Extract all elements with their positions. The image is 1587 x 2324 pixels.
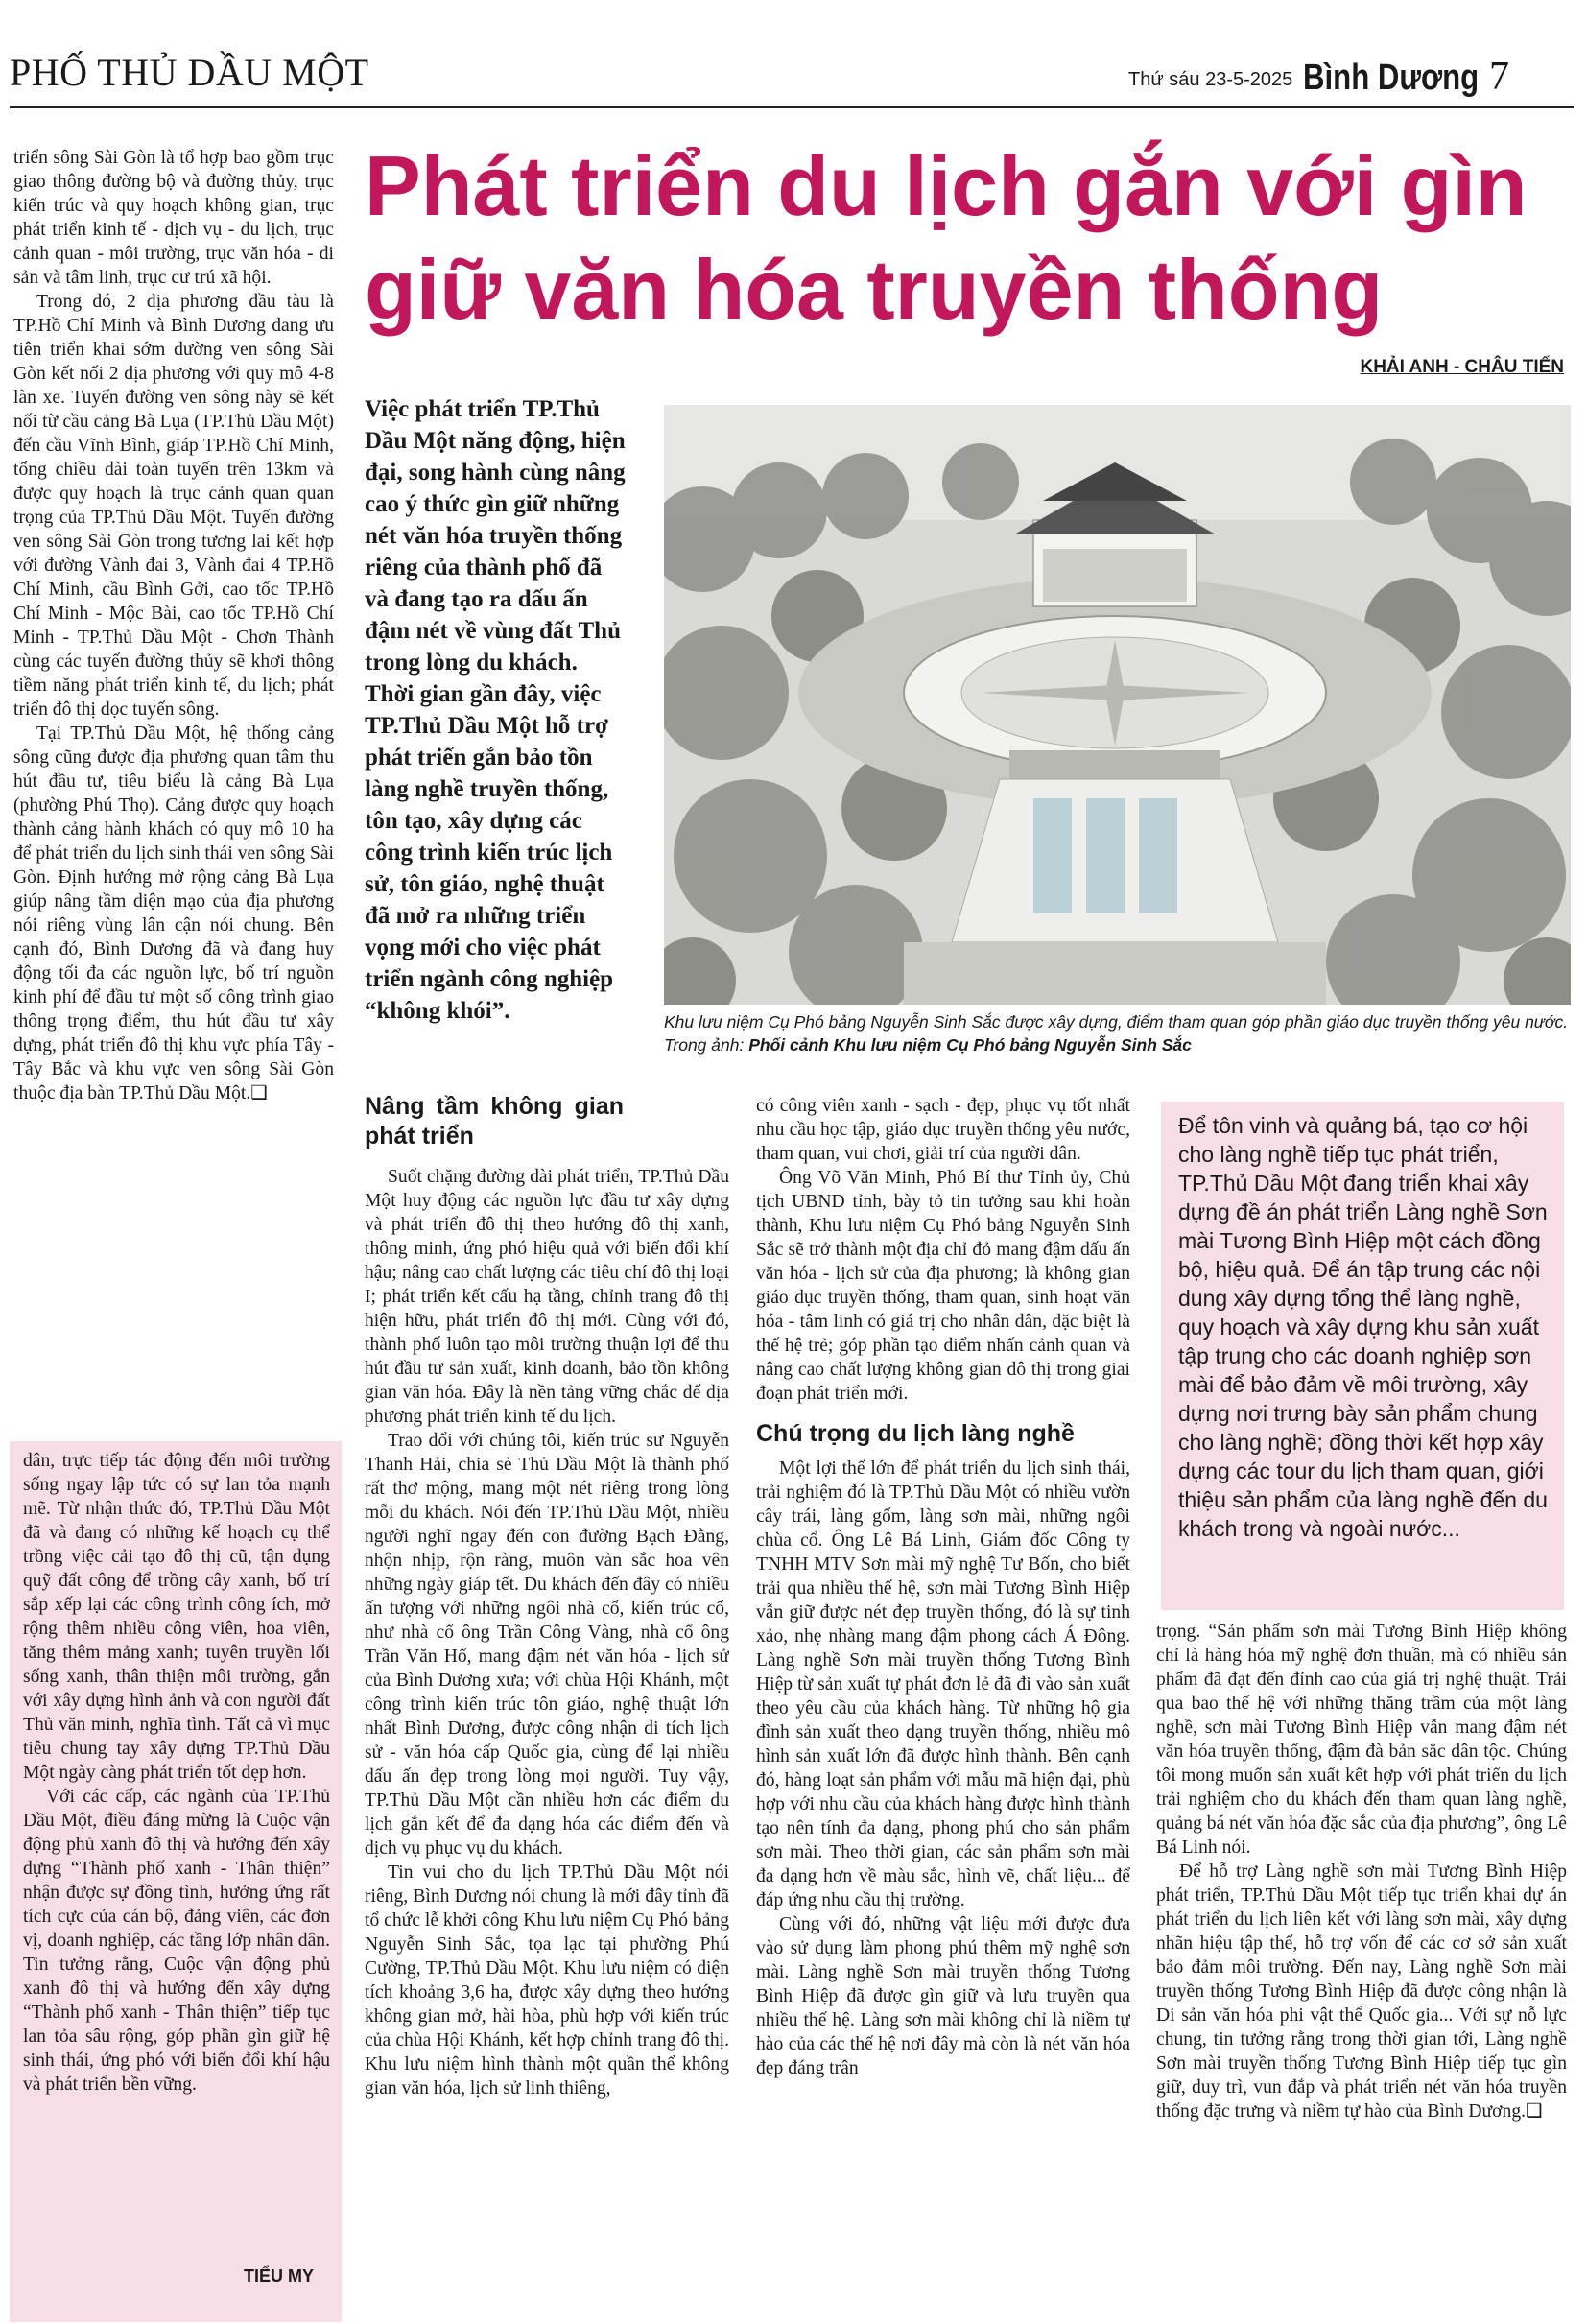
paragraph: Để hỗ trợ Làng nghề sơn mài Tương Bình Hiệp phát triển, TP.Thủ Dầu Một tiếp tục triển khai dự án phát triển du lịch liên kết với làng sơn mài, xây dựng nhãn hiệu tập thể, hỗ trợ vốn để các cơ sở sản xuất bảo đảm môi trường. Đến nay, Làng nghề Sơn mài truyền thống Tương Bình Hiệp đã được công nhận là Di sản văn hóa phi vật thể Quốc gia... Với sự nỗ lực chung, tin tưởng rằng trong thời gian tới, Làng nghề Sơn mài truyền thống Tương Bình Hiệp tiếp tục gìn giữ, duy trì, vun đắp và phát triển nét văn hóa truyền thống đặc trưng và niềm tự hào của Bình Dương.❑	[1156, 1862, 1567, 2122]
body-column-1	[365, 1092, 729, 2301]
photo-caption	[664, 1010, 1571, 1056]
paragraph: Tại TP.Thủ Dầu Một, hệ thống cảng sông cũng được địa phương quan tâm thu hút đầu tư, tiêu biểu là cảng Bà Lụa (phường Phú Thọ). Cảng được quy hoạch thành cảng hành khách có quy mô 10 ha để phát triển du lịch sinh thái ven sông Sài Gòn. Định hướng mở rộng cảng Bà Lụa giúp nâng tầm diện mạo của địa phương nói riêng vùng lân cận nói chung. Bên cạnh đó, Bình Dương đã và đang huy động tối đa các nguồn lực, bố trí nguồn kinh phí để đầu tư một số công trình giao thông trọng điểm, thu hút đầu tư xây dựng, phát triển đô thị khu vực phía Tây - Tây Bắc và khu vực ven sông Sài Gòn thuộc địa bàn TP.Thủ Dầu Một.❑	[13, 723, 334, 1103]
author-signature: TIỂU MY	[244, 2266, 315, 2286]
highlight-box-text: Để tôn vinh và quảng bá, tạo cơ hội cho làng nghề tiếp tục phát triển, TP.Thủ Dầu Một đang triển khai xây dựng đề án phát triển Làng nghề Sơn mài Tương Bình Hiệp một cách đồng bộ, hiệu quả. Để án tập trung các nội dung xây dựng tổng thể làng nghề, quy hoạch và xây dựng khu sản xuất tập trung cho các doanh nghiệp sơn mài để bảo đảm về môi trường, xây dựng nơi trưng bày sản phẩm chung cho làng nghề; đồng thời kết hợp xây dựng các tour du lịch tham quan, giới thiệu sản phẩm của làng nghề đến du khách trong và ngoài nước...	[1178, 1113, 1548, 1541]
left-column-top	[13, 146, 334, 1422]
byline: KHẢI ANH - CHÂU TIẾN	[1360, 357, 1564, 377]
caption-bold-text: Phối cảnh Khu lưu niệm Cụ Phó bảng Nguyễn Sinh Sắc	[748, 1035, 1192, 1055]
page-number: 7	[1489, 55, 1509, 99]
memorial-site-rendering	[664, 405, 1571, 1005]
paragraph: Ông Võ Văn Minh, Phó Bí thư Tỉnh ủy, Chủ tịch UBND tỉnh, bày tỏ tin tưởng sau khi hoàn thành, Khu lưu niệm Cụ Phó bảng Nguyễn Sinh Sắc sẽ trở thành một địa chỉ đỏ mang đậm dấu ấn văn hóa - lịch sử của địa phương; là không gian giáo dục truyền thống, tham quan, sinh hoạt văn hóa - tâm linh có giá trị cho nhân dân, đặc biệt là thế hệ trẻ; góp phần tạo điểm nhấn cảnh quan và nâng cao chất lượng không gian đô thị trong giai đoạn phát triển mới.	[756, 1168, 1130, 1404]
paragraph: Trao đổi với chúng tôi, kiến trúc sư Nguyễn Thanh Hải, chia sẻ Thủ Dầu Một là thành phố rất thơ mộng, mang một nét riêng trong lòng mỗi du khách. Nói đến TP.Thủ Dầu Một, nhiều người nghĩ ngay đến con đường Bạch Đằng, nhộn nhịp, rộn ràng, muôn vàn sắc hoa vên những ngày giáp tết. Du khách đến đây có nhiều ấn tượng với những ngôi nhà cổ, kiến trúc cổ, như nhà cổ ông Trần Công Vàng, nhà cổ ông Trần Văn Hổ, mang đậm nét văn hóa - lịch sử của Bình Dương xưa; với chùa Hội Khánh, một công trình kiến trúc tôn giáo, nghệ thuật lớn nhất Bình Dương, được công nhận di tích lịch sử - văn hóa cấp Quốc gia, cùng để lại nhiều dấu ấn đẹp trong lòng mọi người. Tuy vậy, TP.Thủ Dầu Một cần nhiều hơn các điểm du lịch gắn kết để đa dạng hóa các điểm đến và dịch vụ phục vụ du khách.	[365, 1431, 729, 1859]
subheading-1: Nâng tầm không gian phát triển	[365, 1093, 624, 1150]
paragraph: Tin vui cho du lịch TP.Thủ Dầu Một nói riêng, Bình Dương nói chung là mới đây tỉnh đã tổ chức lễ khởi công Khu lưu niệm Cụ Phó bảng Nguyễn Sinh Sắc, tọa lạc tại phường Phú Cường, TP.Thủ Dầu Một. Khu lưu niệm có diện tích khoảng 3,6 ha, được xây dựng theo hướng không gian mở, hài hòa, phù hợp với kiến trúc của chùa Hội Khánh, kết hợp chỉnh trang đô thị. Khu lưu niệm hình thành một quần thể không gian văn hóa, lịch sử linh thiêng,	[365, 1862, 729, 2099]
header-rule	[10, 106, 1574, 108]
paragraph: Cùng với đó, những vật liệu mới được đưa vào sử dụng làm phong phú thêm mỹ nghệ sơn mài. Làng nghề Sơn mài truyền thống Tương Bình Hiệp đã được gìn giữ và lưu truyền qua nhiều thế hệ. Làng sơn mài không chỉ là niềm tự hào của các thế hệ nơi đây mà còn là nét văn hóa đẹp đáng trân	[756, 1914, 1130, 2078]
paragraph: trọng. “Sản phẩm sơn mài Tương Bình Hiệp không chỉ là hàng hóa mỹ nghệ đơn thuần, mà có nhiều sản phẩm đã đạt đến đỉnh cao của giá trị nghệ thuật. Trải qua bao thế hệ với những thăng trầm của một làng nghề, sơn mài Tương Bình Hiệp vẫn mang đậm nét văn hóa truyền thống, đậm đà bản sắc dân tộc. Chúng tôi mong muốn sản xuất kết hợp với phát triển du lịch trải nghiệm cho du khách đến tham quan làng nghề, quảng bá nét văn hóa đặc sắc của địa phương”, ông Lê Bá Linh nói.	[1156, 1622, 1567, 1858]
paragraph: dân, trực tiếp tác động đến môi trường sống ngay lập tức có sự lan tỏa mạnh mẽ. Từ nhận thức đó, TP.Thủ Dầu Một đã và đang có những kế hoạch cụ thể trồng việc cải tạo đô thị cũ, tận dụng quỹ đất công để trồng cây xanh, bố trí sắp xếp lại các công trình công ích, mở rộng thêm nhiều công viên, hoa viên, tăng thêm mảng xanh; tuyên truyền lối sống xanh, thân thiện môi trường, gắn với xây dựng hình ảnh và con người đất Thủ văn minh, nghĩa tình. Tất cả vì mục tiêu chung tay xây dựng TP.Thủ Dầu Một ngày càng phát triển tốt đẹp hơn.	[23, 1451, 330, 1783]
paragraph: Trong đó, 2 địa phương đầu tàu là TP.Hồ Chí Minh và Bình Dương đang ưu tiên triển khai sớm đường ven sông Sài Gòn kết nối 2 địa phương với quy mô 4-8 làn xe. Tuyến đường ven sông này sẽ kết nối từ cầu cảng Bà Lụa (TP.Thủ Dầu Một) đến cầu Vĩnh Bình, giáp TP.Hồ Chí Minh, tổng chiều dài toàn tuyến trên 13km và được quy hoạch là trục cảnh quan quan trọng của TP.Thủ Dầu Một. Tuyến đường ven sông Sài Gòn trong tương lai kết hợp với đường Vành đai 3, Vành đai 4 TP.Hồ Chí Minh, cầu Bình Gởi, cao tốc TP.Hồ Chí Minh - Mộc Bài, cao tốc TP.Hồ Chí Minh - TP.Thủ Dầu Một - Chơn Thành cùng các tuyến đường thủy sẽ khơi thông tiềm năng phát triển kinh tế, du lịch; phát triển đô thị dọc tuyến sông.	[13, 292, 334, 720]
left-column-bottom	[23, 1449, 330, 2293]
body-column-2	[756, 1094, 1130, 2308]
rendering-image	[664, 405, 1571, 1005]
paragraph: Với các cấp, các ngành của TP.Thủ Dầu Một, điều đáng mừng là Cuộc vận động phủ xanh đô thị và hướng đến xây dựng “Thành phố xanh - Thân thiện” nhận được sự đồng tình, hưởng ứng rất tích cực của cán bộ, đảng viên, các đơn vị, doanh nghiệp, các tầng lớp nhân dân. Tin tưởng rằng, Cuộc vận động phủ xanh đô thị và hướng đến xây dựng “Thành phố xanh - Thân thiện” tiếp tục lan tỏa sâu rộng, góp phần gìn giữ hệ sinh thái, ứng phó với biến đổi khí hậu và phát triển bền vững.	[23, 1787, 330, 2095]
paragraph: Suốt chặng đường dài phát triển, TP.Thủ Dầu Một huy động các nguồn lực đầu tư xây dựng và phát triển đô thị theo hướng đô thị xanh, thông minh, ứng phó hiệu quả với biến đổi khí hậu; nâng cao chất lượng các tiêu chí đô thị loại I; phát triển kết cấu hạ tầng, chỉnh trang đô thị hiện hữu, phát triển đô thị mới. Cùng với đó, thành phố luôn tạo môi trường thuận lợi để thu hút đầu tư sản xuất, kinh doanh, bảo tồn không gian văn hóa. Đây là nền tảng vững chắc để địa phương phát triển kinh tế du lịch.	[365, 1167, 729, 1427]
paragraph: có công viên xanh - sạch - đẹp, phục vụ tốt nhất nhu cầu học tập, giáo dục truyền thống yêu nước, tham quan, vui chơi, giải trí của người dân.	[756, 1096, 1130, 1164]
issue-date: Thứ sáu 23-5-2025	[1128, 69, 1293, 90]
paragraph: triển sông Sài Gòn là tổ hợp bao gồm trục giao thông đường bộ và đường thủy, trục kiến trúc và quy hoạch không gian, trục phát triển kinh tế - dịch vụ - du lịch, trục cảnh quan - môi trường, trục văn hóa - di sản và tâm linh, trục cư trú xã hội.	[13, 148, 334, 288]
article-sapo: Việc phát triển TP.Thủ Dầu Một năng động, hiện đại, song hành cùng nâng cao ý thức gìn giữ những nét văn hóa truyền thống riêng của thành phố đã và đang tạo ra dấu ấn đậm nét về vùng đất Thủ trong lòng du khách. Thời gian gần đây, việc TP.Thủ Dầu Một hỗ trợ phát triển gắn bảo tồn làng nghề truyền thống, tôn tạo, xây dựng các công trình kiến trúc lịch sử, tôn giáo, nghệ thuật đã mở ra những triển vọng mới cho việc phát triển ngành công nghiệp “không khói”.	[365, 396, 626, 1024]
body-column-3	[1156, 1620, 1567, 2311]
caption-text: Khu lưu niệm Cụ Phó bảng Nguyễn Sinh Sắc được xây dựng, điểm tham quan góp phần giáo dục truyền thống yêu nước. Trong ảnh:	[664, 1012, 1569, 1055]
newspaper-name: Bình Dương	[1303, 58, 1480, 98]
paragraph: Một lợi thế lớn để phát triển du lịch sinh thái, trải nghiệm đó là TP.Thủ Dầu Một có nhiều vườn cây trái, làng gốm, làng sơn mài, những ngôi chùa cổ. Ông Lê Bá Linh, Giám đốc Công ty TNHH MTV Sơn mài mỹ nghệ Tư Bốn, cho biết trải qua nhiều thế hệ, sơn mài Tương Bình Hiệp vẫn giữ được nét đẹp truyền thống, đó là sự tinh xảo, nhẹ nhàng mang đậm phong cách Á Đông. Làng nghề Sơn mài truyền thống Tương Bình Hiệp từ sản xuất tự phát đơn lẻ đã đi vào sản xuất theo yêu cầu của khách hàng. Từ những hộ gia đình sản xuất theo dạng truyền thống, nhiều mô hình sản xuất lớn đã được hình thành. Bên cạnh đó, hàng loạt sản phẩm với mẫu mã hiện đại, phù hợp với nhu cầu của khách hàng được hình thành tạo nên tính đa dạng, phong phú cho sản phẩm sơn mài. Theo thời gian, các sản phẩm sơn mài đa dạng hơn về màu sắc, hình vẽ, chất liệu... để đáp ứng nhu cầu thị trường.	[756, 1458, 1130, 1910]
section-title: PHỐ THỦ DẦU MỘT	[10, 51, 369, 94]
article-title: Phát triển du lịch gắn với gìn giữ văn hóa truyền thống	[365, 138, 1528, 337]
subheading-2: Chú trọng du lịch làng nghề	[756, 1420, 1075, 1447]
